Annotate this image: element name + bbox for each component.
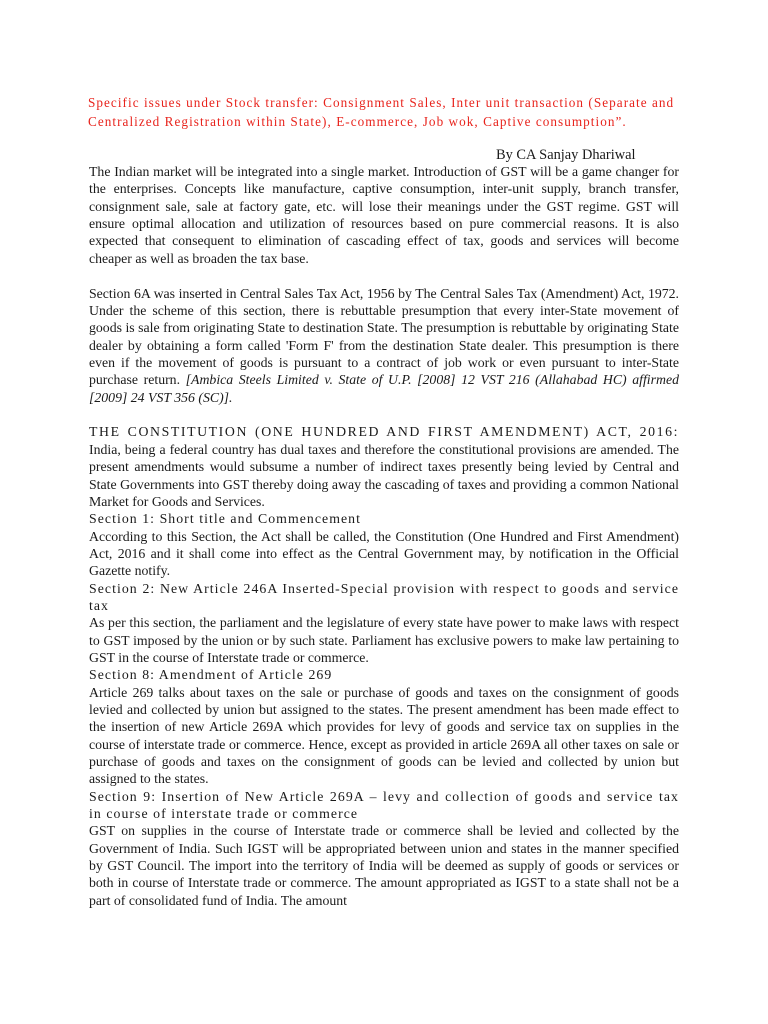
- section-6a-text: Section 6A was inserted in Central Sales Tax Act, 1956 by The Central Sales Tax (Amendment) Act, 1972. Under the scheme of this section, there is rebuttable presumption that every inter-State movement of goods is sale from originating State to destination State. The presumption is rebuttable by originating State dealer by obtaining a form called 'Form F' from the destination State dealer. This presumption is there even if the movement of goods is pursuant to a contract of job work or even pursuant to inter-State purchase return.: [89, 285, 679, 388]
- section-9-text: GST on supplies in the course of Interstate trade or commerce shall be levied and collected by the Government of India. Such IGST will be appropriated between union and states in the manner specified by GST Council. The import into the territory of India will be deemed as supply of goods or services or both in course of Interstate trade or commerce. The amount appropriated as IGST to a state shall not be a part of consolidated fund of India. The amount: [89, 823, 679, 908]
- author-line: By CA Sanjay Dhariwal: [496, 147, 636, 163]
- section-6a-paragraph: [89, 285, 679, 406]
- section-8-text: Article 269 talks about taxes on the sale or purchase of goods and taxes on the consignment of goods levied and collected by union but assigned to the states. The present amendment has been made effect to the insertion of new Article 269A which provides for levy of goods and service tax on supplies in the course of interstate trade or commerce. Hence, except as provided in article 269A all other taxes on sale or purchase of goods and taxes on the consignment of goods can be levied and collected by union but assigned to the states.: [89, 684, 679, 787]
- document-title: Specific issues under Stock transfer: Consignment Sales, Inter unit transaction (Separate and Centralized Registration within State), E-commerce, Job wok, Captive consumption”.: [88, 95, 675, 129]
- act-title: THE CONSTITUTION (ONE HUNDRED AND FIRST AMENDMENT) ACT, 2016:: [89, 424, 679, 440]
- constitution-paragraph: [89, 423, 679, 510]
- act-intro: India, being a federal country has dual taxes and therefore the constitutional provisions are amended. The present amendments would subsume a number of indirect taxes presently being levied by Central and State Governments into GST thereby doing away the cascading of taxes and providing a common National Market for Goods and Services.: [89, 441, 679, 509]
- section-2-heading: Section 2: New Article 246A Inserted-Special provision with respect to goods and service tax: [89, 580, 679, 613]
- case-citation: [Ambica Steels Limited v. State of U.P. [2008] 12 VST 216 (Allahabad HC) affirmed [2009] 24 VST 356 (SC)].: [89, 372, 679, 405]
- document-body: [89, 163, 679, 909]
- section-9-heading: Section 9: Insertion of New Article 269A – levy and collection of goods and service tax in course of interstate trade or commerce: [89, 788, 679, 822]
- section-8-heading: Section 8: Amendment of Article 269: [89, 667, 333, 683]
- section-2-text: As per this section, the parliament and the legislature of every state have power to make laws with respect to GST imposed by the union or by such state. Parliament has exclusive powers to make law pertaining to GST in the course of Interstate trade or commerce.: [89, 615, 679, 665]
- paragraph-gap: [89, 406, 679, 424]
- section-1-text: According to this Section, the Act shall be called, the Constitution (One Hundred and First Amendment) Act, 2016 and it shall come into effect as the Central Government may, by notification in the Official Gazette notify.: [89, 528, 679, 579]
- section-1-heading: Section 1: Short title and Commencement: [89, 511, 362, 527]
- paragraph-gap: [89, 267, 679, 285]
- intro-paragraph: The Indian market will be integrated into a single market. Introduction of GST will be a game changer for the enterprises. Concepts like manufacture, captive consumption, inter-unit supply, branch transfer, consignment sale, sale at factory gate, etc. will lose their meanings under the GST regime. GST will ensure optimal allocation and utilization of resources based on pure commercial reasons. It is also expected that consequent to elimination of cascading effect of tax, goods and services will become cheaper as well as broaden the tax base.: [89, 164, 679, 266]
